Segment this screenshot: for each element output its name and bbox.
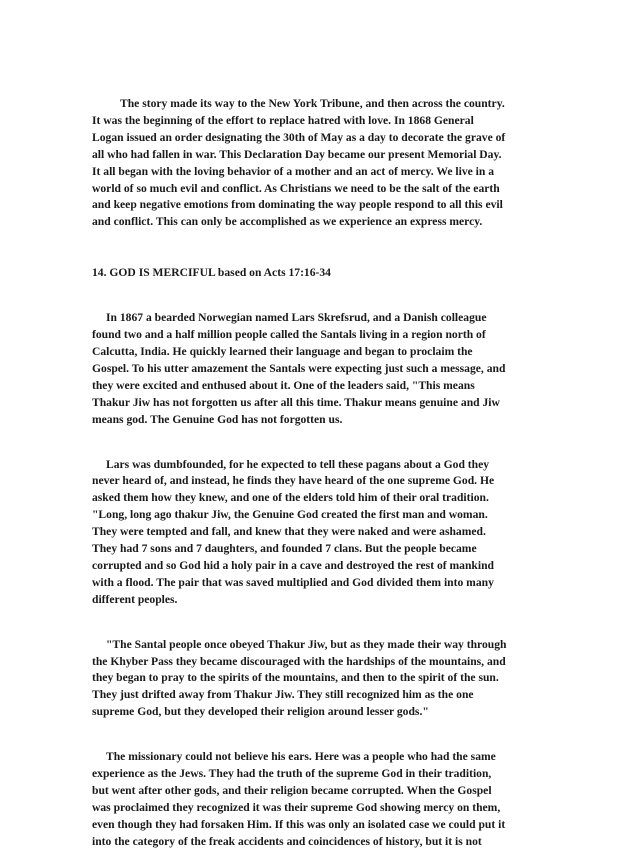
text-line: Calcutta, India. He quickly learned their language and began to proclaim the — [92, 344, 473, 358]
paragraph-khyber-pass — [92, 637, 544, 722]
text-line: even though they had forsaken Him. If this was only an isolated case we could put it — [92, 817, 506, 831]
text-line: found two and a half million people called the Santals living in a region north of — [92, 328, 486, 342]
text-line: all who had fallen in war. This Declaration Day became our present Memorial Day. — [92, 147, 502, 161]
paragraph-missionary — [92, 749, 544, 850]
text-line: but went after other gods, and their religion became corrupted. When the Gospel — [92, 784, 492, 797]
text-line: They were tempted and fall, and knew that they were naked and were ashamed. — [92, 525, 486, 539]
paragraph-santals-intro — [92, 310, 544, 428]
text-line: asked them how they knew, and one of the elders told him of their oral tradition. — [92, 491, 489, 505]
text-line: corrupted and so God hid a holy pair in a cave and destroyed the rest of mankind — [92, 558, 494, 572]
text-line: Logan issued an order designating the 30th of May as a day to decorate the grave of — [92, 130, 506, 144]
text-line: The missionary could not believe his ears. Here was a people who had the same — [106, 750, 496, 764]
text-line: Gospel. To his utter amazement the Santals were expecting just such a message, and — [92, 361, 506, 375]
text-line: means god. The Genuine God has not forgotten us. — [92, 412, 343, 426]
text-line: Lars was dumbfounded, for he expected to tell these pagans about a God they — [106, 457, 490, 471]
text-line: was proclaimed they recognized it was their supreme God showing mercy on them, — [92, 800, 501, 814]
text-line: They just drifted away from Thakur Jiw. They still recognized him as the one — [92, 688, 474, 702]
text-line: different peoples. — [92, 592, 178, 606]
text-line: and conflict. This can only be accomplished as we experience an express mercy. — [92, 215, 483, 229]
paragraph-oral-tradition — [92, 457, 544, 609]
text-line: They had 7 sons and 7 daughters, and founded 7 clans. But the people became — [92, 542, 477, 556]
text-line: into the category of the freak accidents and coincidences of history, but it is not — [92, 834, 482, 848]
text-line: It all began with the loving behavior of a mother and an act of mercy. We live in a — [92, 164, 495, 178]
text-line: they were excited and enthused about it. One of the leaders said, "This means — [92, 378, 475, 392]
text-line: "Long, long ago thakur Jiw, the Genuine God created the first man and woman. — [92, 508, 488, 522]
text-line: "The Santal people once obeyed Thakur Jiw, but as they made their way through — [106, 637, 507, 651]
text-line: It was the beginning of the effort to replace hatred with love. In 1868 General — [92, 113, 474, 127]
text-line: supreme God, but they developed their religion around lesser gods." — [92, 705, 429, 719]
heading-text: 14. GOD IS MERCIFUL based on Acts 17:16-34 — [92, 266, 331, 280]
paragraph-memorial-day — [92, 96, 544, 231]
text-line: The story made its way to the New York Tribune, and then across the country. — [120, 97, 505, 110]
section-heading — [92, 265, 544, 282]
text-line: Thakur Jiw has not forgotten us after all this time. Thakur means genuine and Jiw — [92, 395, 500, 409]
text-line: the Khyber Pass they became discouraged with the hardships of the mountains, and — [92, 654, 506, 668]
text-line: world of so much evil and conflict. As Christians we need to be the salt of the earth — [92, 181, 500, 195]
text-line: they began to pray to the spirits of the mountains, and then to the spirit of the sun. — [92, 671, 499, 685]
document-body — [92, 96, 544, 851]
text-line: and keep negative emotions from dominating the way people respond to all this evil — [92, 198, 503, 212]
text-line: experience as the Jews. They had the truth of the supreme God in their tradition, — [92, 767, 492, 781]
text-line: never heard of, and instead, he finds they have heard of the one supreme God. He — [92, 474, 495, 488]
text-line: with a flood. The pair that was saved multiplied and God divided them into many — [92, 575, 494, 589]
text-line: In 1867 a bearded Norwegian named Lars Skrefsrud, and a Danish colleague — [106, 311, 487, 325]
